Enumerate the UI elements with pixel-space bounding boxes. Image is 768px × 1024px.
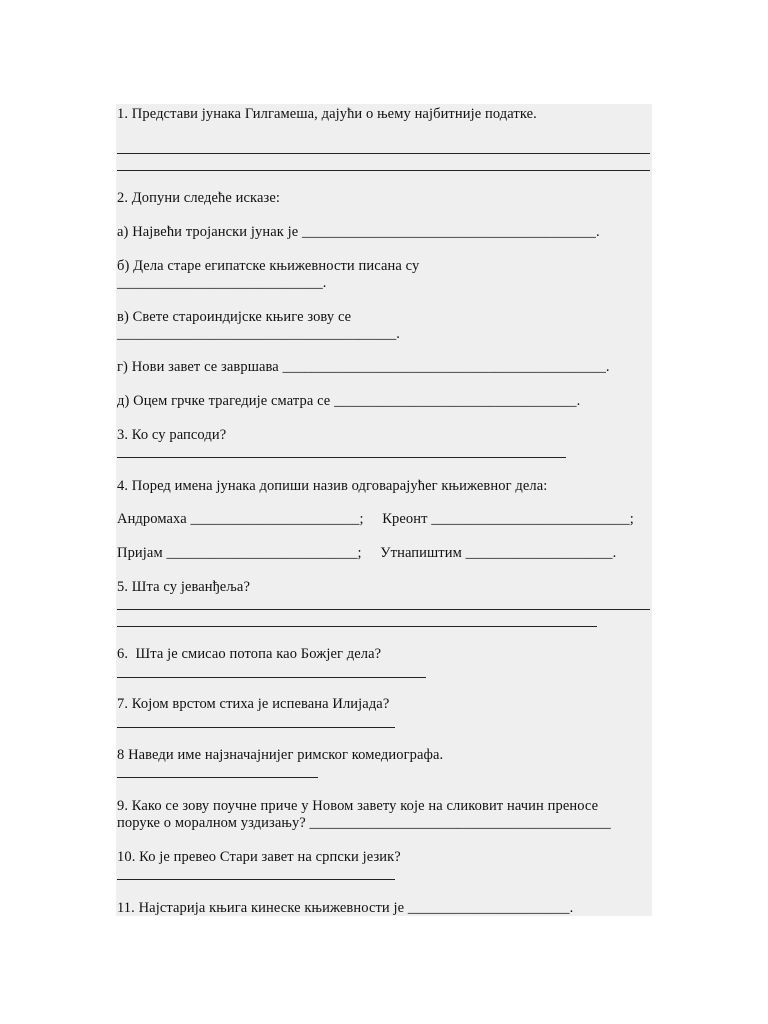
answer-line <box>117 879 395 880</box>
question-7: 7. Којом врстом стиха је испевана Илијада? <box>117 696 390 712</box>
question-8: 8 Наведи име најзначајнијег римског комедиографа. <box>117 747 444 763</box>
answer-line <box>117 153 650 154</box>
question-2a: а) Највећи тројански јунак је ________________________________________. <box>117 224 600 240</box>
question-4: 4. Поред имена јунака допиши назив одговарајућег књижевног дела: <box>117 478 548 494</box>
question-2v: в) Свете староиндијске књиге зову се <box>117 309 352 325</box>
question-11: 11. Најстарија књига кинеске књижевности је ______________________. <box>117 900 574 916</box>
question-5: 5. Шта су јеванђеља? <box>117 579 250 595</box>
question-9-line-1: 9. Како се зову поучне приче у Новом завету које на сликовит начин преносе <box>117 798 599 814</box>
answer-line <box>117 677 426 678</box>
question-6: 6. Шта је смисао потопа као Божјег дела? <box>117 646 382 662</box>
question-2: 2. Допуни следеће исказе: <box>117 190 280 206</box>
question-2b: б) Дела старе египатске књижевности писана су <box>117 258 420 274</box>
question-2b-answer: ____________________________. <box>117 275 327 291</box>
answer-line <box>117 777 318 778</box>
question-4-row-1: Андромаха _______________________; Креонт ___________________________; <box>117 511 634 527</box>
answer-line <box>117 457 566 458</box>
question-10: 10. Ко је превео Стари завет на српски језик? <box>117 849 401 865</box>
question-2v-answer: ______________________________________. <box>117 326 401 342</box>
question-2d: д) Оцем грчке трагедије сматра се _________________________________. <box>117 393 581 409</box>
question-1: 1. Представи јунака Гилгамеша, дајући о њему најбитније податке. <box>117 106 537 122</box>
answer-line <box>117 727 395 728</box>
answer-line <box>117 609 650 610</box>
answer-line <box>117 170 650 171</box>
question-3: 3. Ко су рапсоди? <box>117 427 227 443</box>
answer-line <box>117 626 597 627</box>
question-4-row-2: Пријам __________________________; Утнапиштим ____________________. <box>117 545 617 561</box>
question-9-line-2: поруке о моралном уздизању? _________________________________________ <box>117 815 611 831</box>
question-2g: г) Нови завет се завршава ____________________________________________. <box>117 359 610 375</box>
